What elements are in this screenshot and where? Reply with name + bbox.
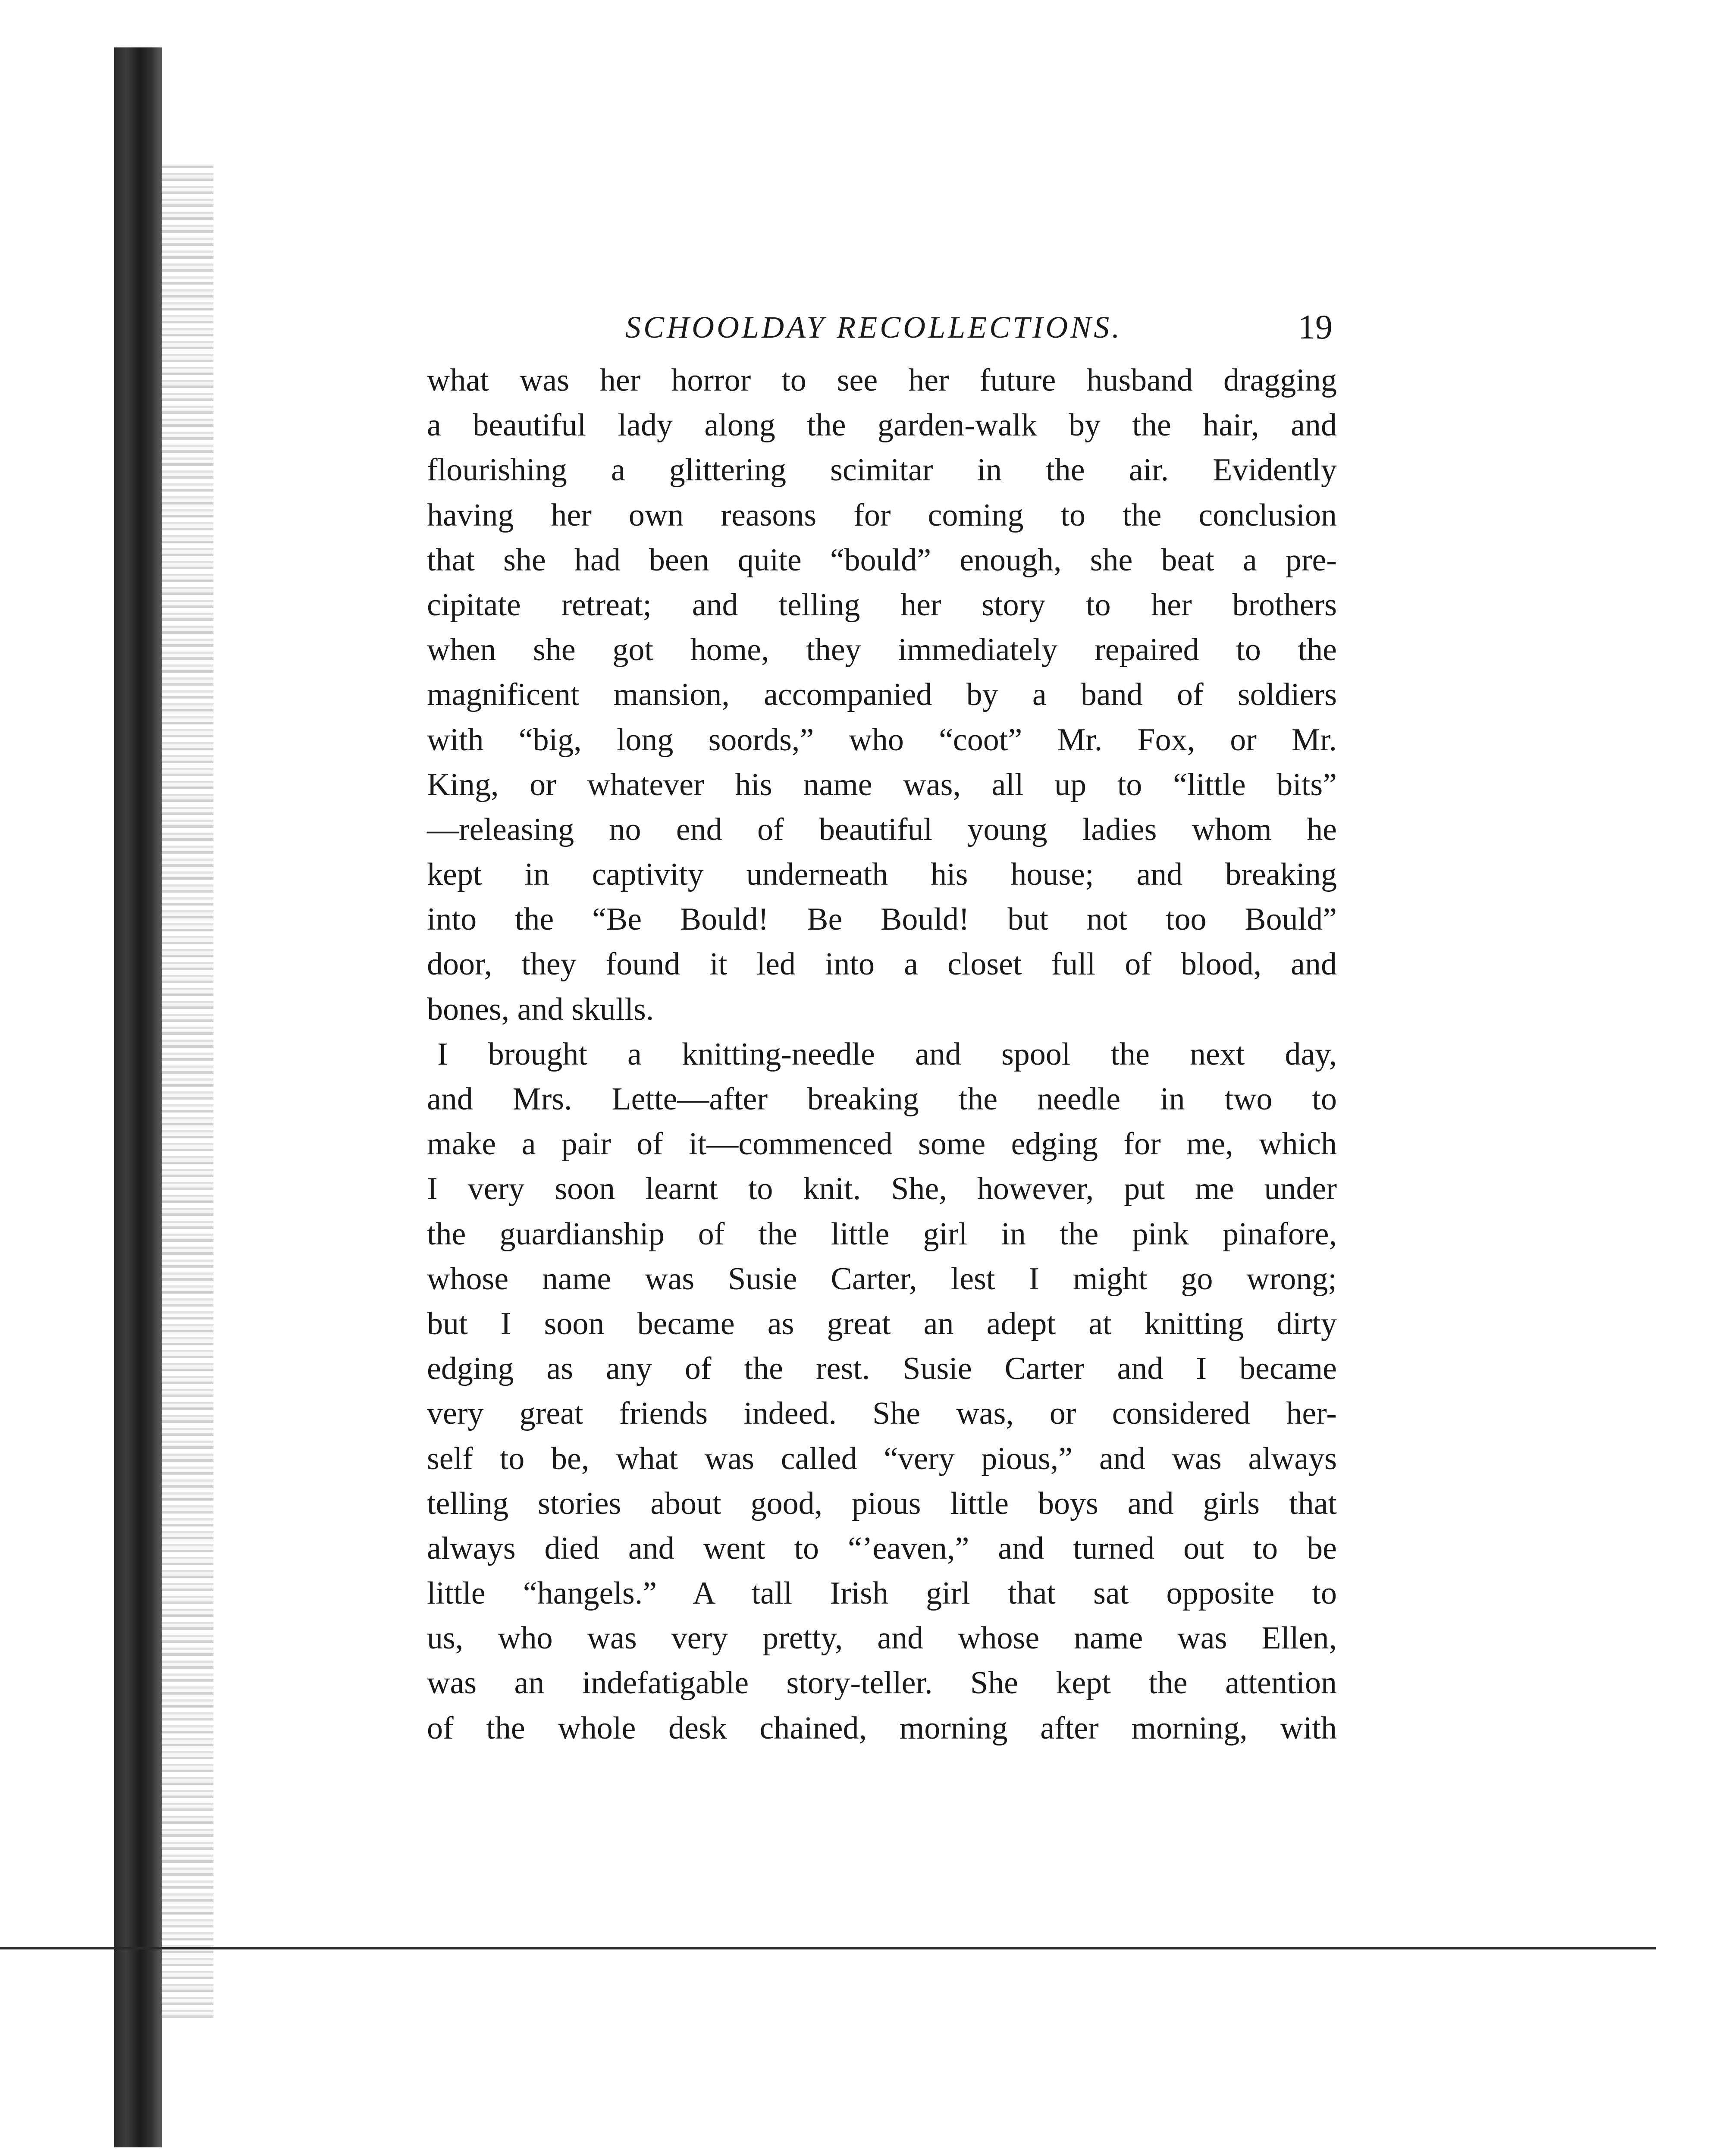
text-line: when she got home, they immediately repaired to the: [427, 632, 1337, 668]
text-line: but I soon became as great an adept at knitting dirty: [427, 1306, 1337, 1341]
text-line: a beautiful lady along the garden-walk by the hair, and: [427, 407, 1337, 443]
book-page: [427, 302, 1337, 1751]
text-line: make a pair of it—commenced some edging for me, which: [427, 1126, 1337, 1162]
text-line: very great friends indeed. She was, or considered her-: [427, 1396, 1337, 1432]
text-line: I very soon learnt to knit. She, however, put me under: [427, 1171, 1337, 1207]
text-line: was an indefatigable story-teller. She kept the attention: [427, 1665, 1337, 1701]
text-line: little “hangels.” A tall Irish girl that sat opposite to: [427, 1576, 1337, 1611]
text-line: of the whole desk chained, morning after morning, with: [427, 1710, 1337, 1746]
text-line: bones, and skulls.: [427, 991, 654, 1027]
text-line: and Mrs. Lette—after breaking the needle in two to: [427, 1081, 1337, 1117]
text-line: kept in captivity underneath his house; and breaking: [427, 857, 1337, 893]
text-line: I brought a knitting-needle and spool the next day,: [437, 1036, 1337, 1072]
scan-rule-line: [0, 1947, 1656, 1949]
text-line: telling stories about good, pious little boys and girls that: [427, 1485, 1337, 1521]
page-body-text: [427, 358, 1337, 1751]
binding-shadow: [162, 164, 213, 2018]
page-number: 19: [1298, 308, 1333, 346]
book-binding-edge: [114, 47, 162, 2147]
text-line: self to be, what was called “very pious,” and was always: [427, 1441, 1337, 1476]
text-line: us, who was very pretty, and whose name was Ellen,: [427, 1620, 1337, 1656]
text-line: into the “Be Bould! Be Bould! but not too Bould”: [427, 902, 1337, 937]
text-line: door, they found it led into a closet full of blood, and: [427, 946, 1337, 982]
text-line: whose name was Susie Carter, lest I might go wrong;: [427, 1261, 1337, 1297]
text-line: cipitate retreat; and telling her story to her brothers: [427, 587, 1337, 623]
running-head-title: SCHOOLDAY RECOLLECTIONS.: [625, 310, 1123, 345]
running-head: [427, 302, 1337, 349]
text-line: edging as any of the rest. Susie Carter and I became: [427, 1351, 1337, 1387]
text-line: King, or whatever his name was, all up to “little bits”: [427, 767, 1337, 802]
text-line: having her own reasons for coming to the conclusion: [427, 497, 1337, 533]
text-line: what was her horror to see her future husband dragging: [427, 363, 1337, 398]
text-line: flourishing a glittering scimitar in the air. Evidently: [427, 452, 1337, 488]
text-line: that she had been quite “bould” enough, she beat a pre-: [427, 542, 1337, 578]
text-line: the guardianship of the little girl in the pink pinafore,: [427, 1216, 1337, 1252]
text-line: always died and went to “’eaven,” and turned out to be: [427, 1530, 1337, 1566]
text-line: —releasing no end of beautiful young ladies whom he: [427, 812, 1337, 847]
text-line: magnificent mansion, accompanied by a band of soldiers: [427, 677, 1337, 713]
text-line: with “big, long soords,” who “coot” Mr. Fox, or Mr.: [427, 722, 1337, 758]
